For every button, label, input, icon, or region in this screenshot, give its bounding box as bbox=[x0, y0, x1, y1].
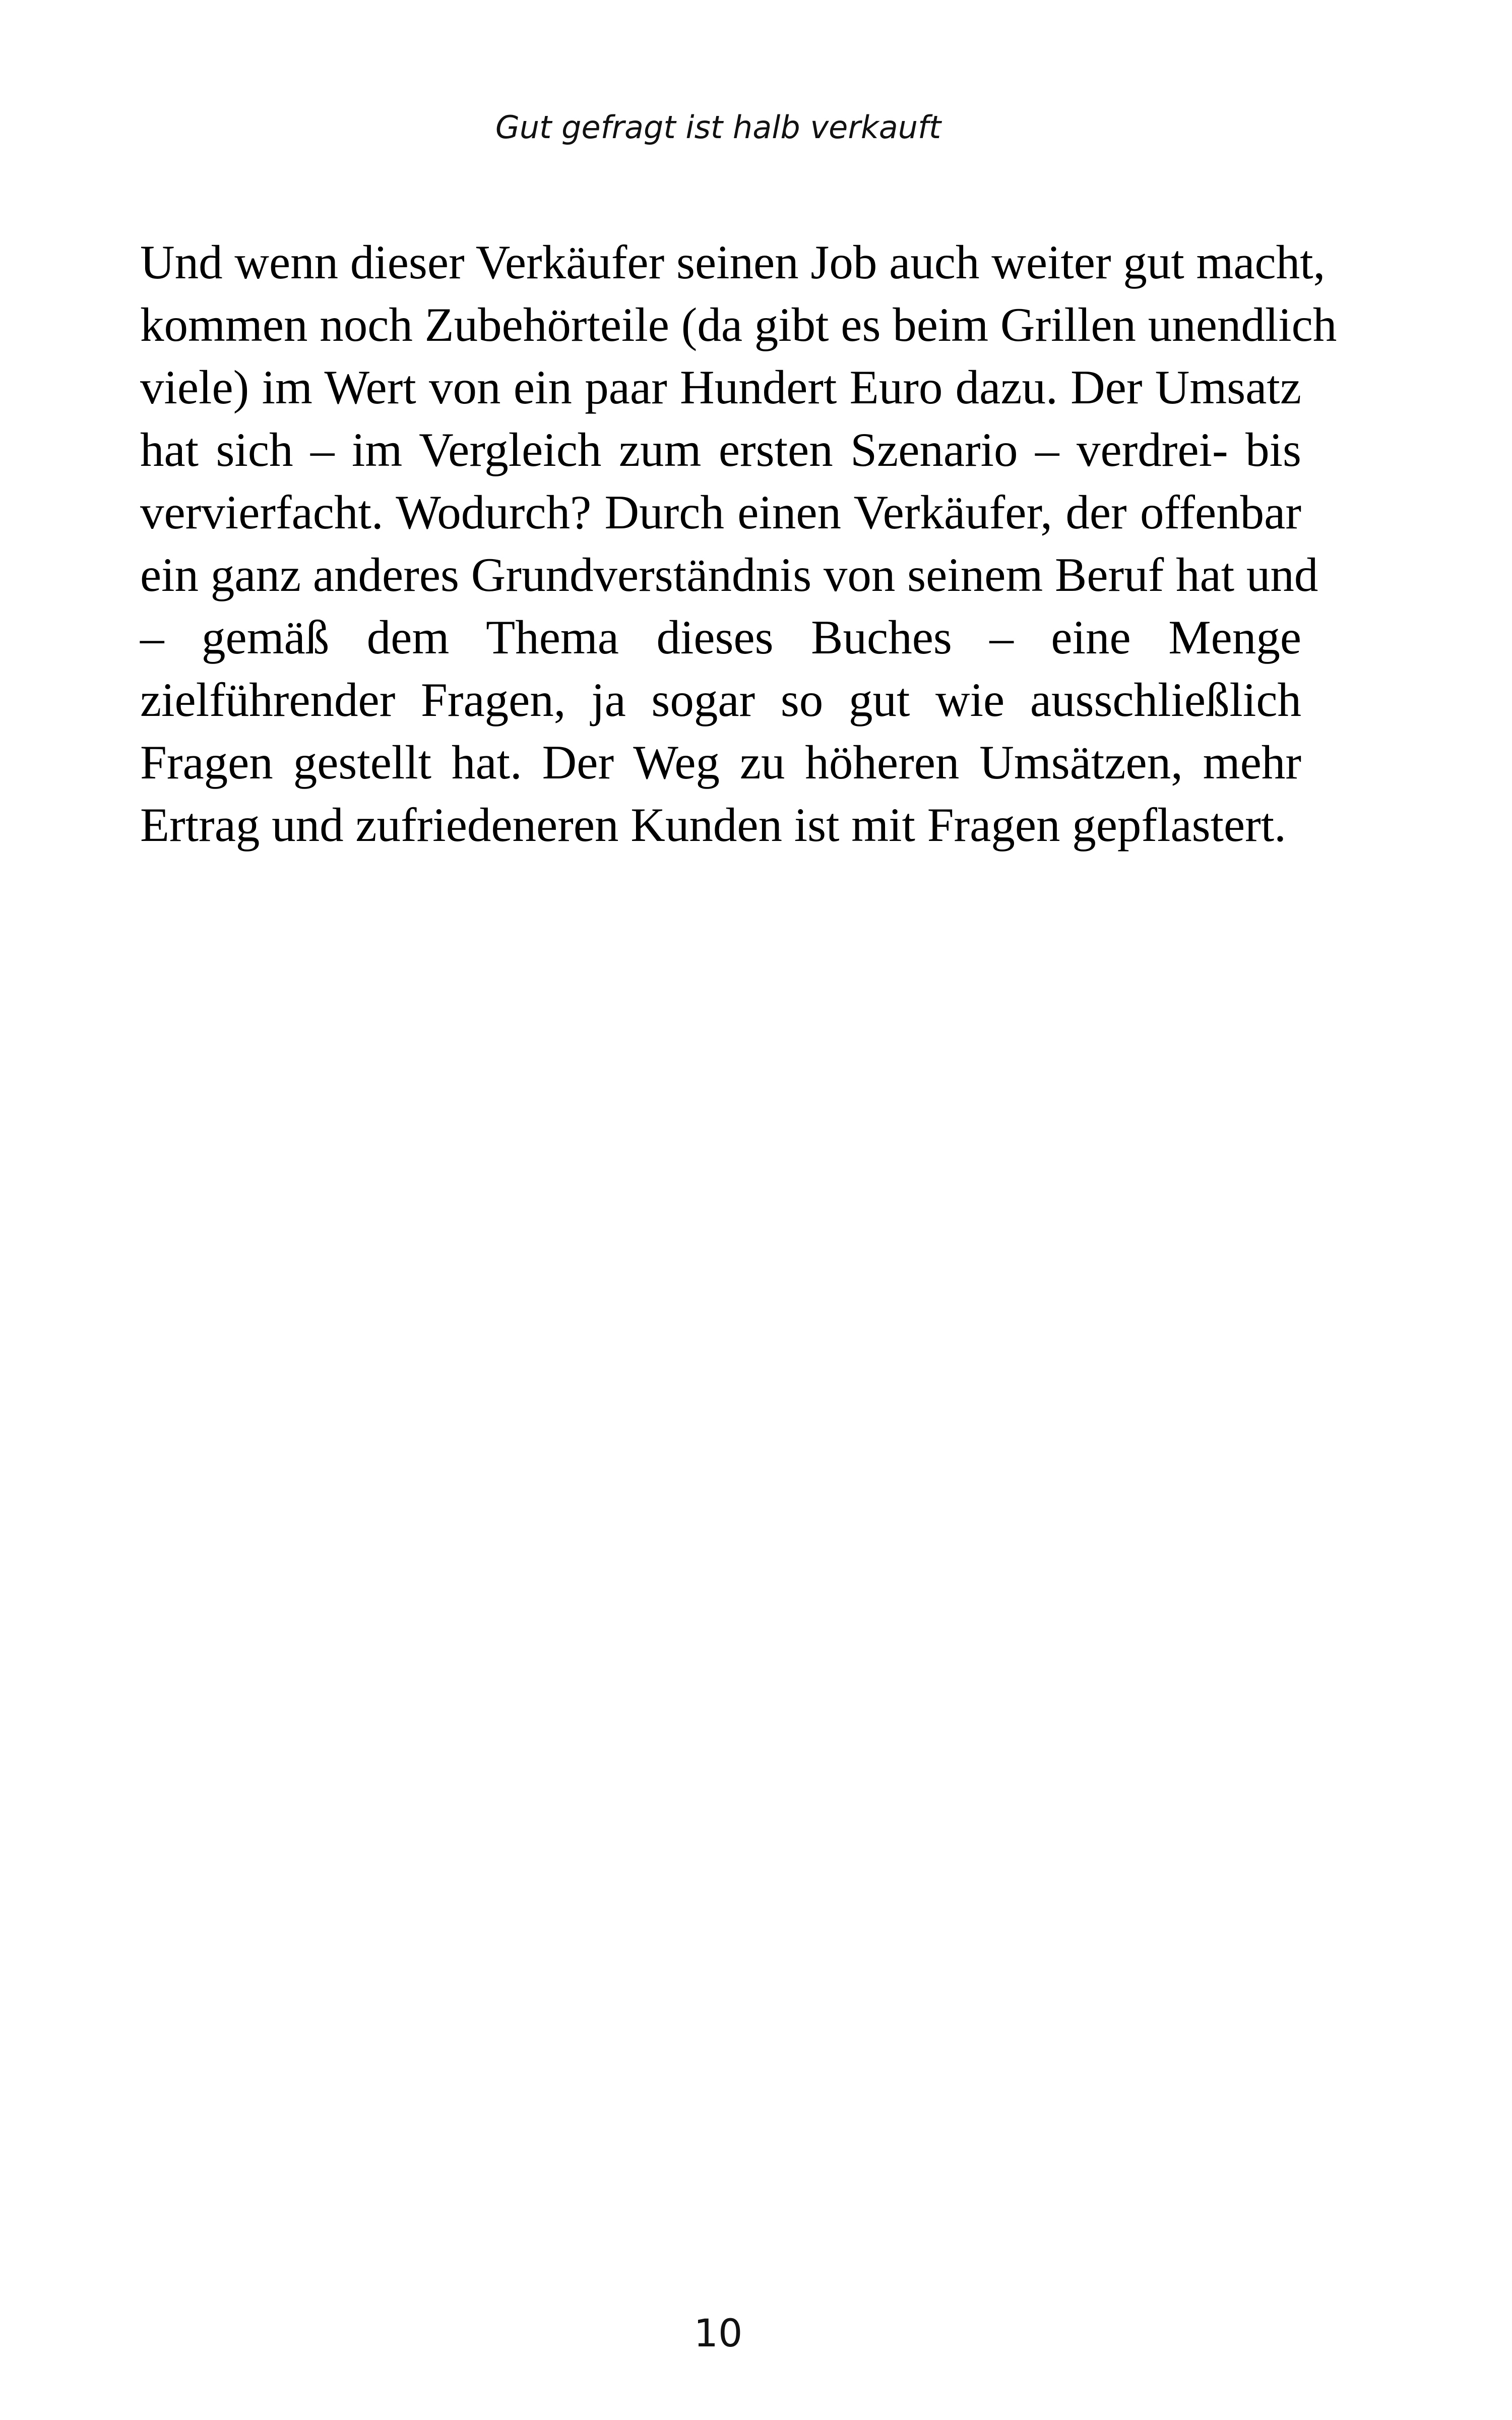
paragraph-line: Fragen gestellt hat. Der Weg zu höheren Umsätzen, mehr bbox=[140, 736, 1301, 789]
running-header: Gut gefragt ist halb verkauft bbox=[495, 109, 941, 146]
body-paragraph bbox=[140, 231, 1337, 856]
paragraph-line: ein ganz anderes Grundverständnis von seinem Beruf hat und bbox=[140, 548, 1318, 601]
paragraph-line: – gemäß dem Thema dieses Buches – eine Menge bbox=[140, 611, 1301, 664]
paragraph-line: kommen noch Zubehörteile (da gibt es beim Grillen unendlich bbox=[140, 298, 1337, 351]
paragraph-line: viele) im Wert von ein paar Hundert Euro dazu. Der Umsatz bbox=[140, 360, 1301, 414]
paragraph-line: Und wenn dieser Verkäufer seinen Job auch weiter gut macht, bbox=[140, 235, 1326, 289]
paragraph-line: hat sich – im Vergleich zum ersten Szenario – verdrei- bis bbox=[140, 423, 1301, 476]
page-number: 10 bbox=[694, 2311, 743, 2355]
paragraph-line: zielführender Fragen, ja sogar so gut wie ausschließlich bbox=[140, 673, 1301, 727]
paragraph-line: vervierfacht. Wodurch? Durch einen Verkäufer, der offenbar bbox=[140, 486, 1301, 539]
paragraph-line: Ertrag und zufriedeneren Kunden ist mit Fragen gepflastert. bbox=[140, 798, 1286, 852]
